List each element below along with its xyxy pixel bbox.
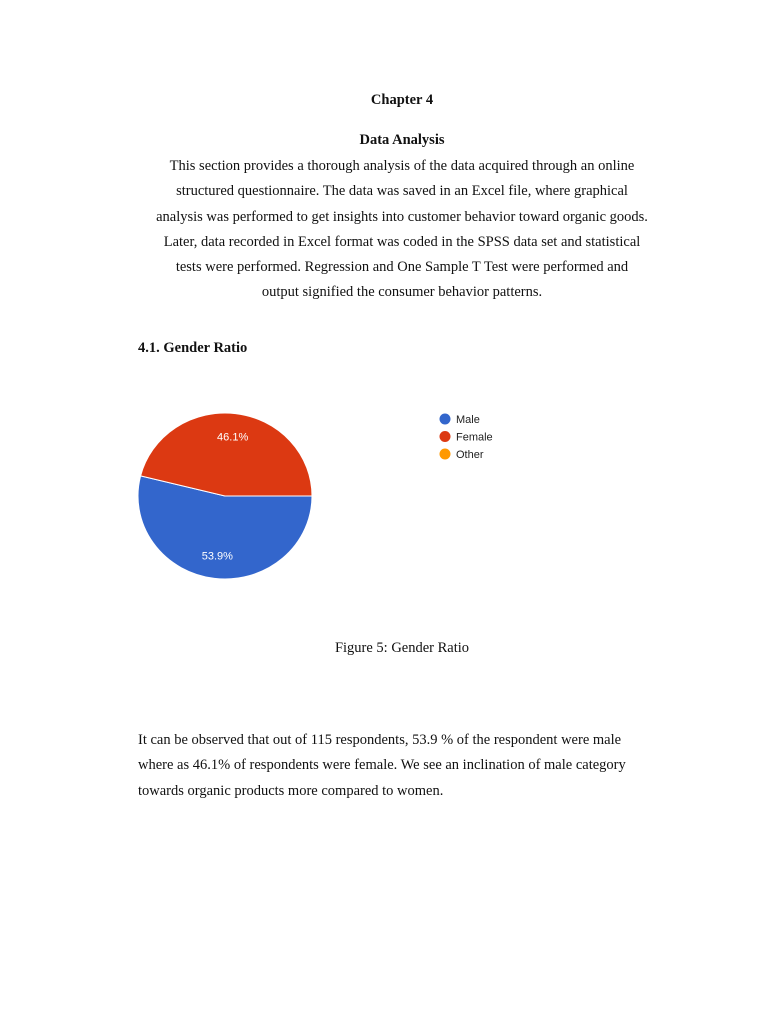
figure-caption: Figure 5: Gender Ratio: [334, 640, 470, 656]
pie-label-male: 53.9%: [201, 550, 233, 563]
legend-label-male: Male: [456, 414, 480, 426]
pie-label-female: 46.1%: [217, 431, 249, 444]
intro-line: This section provides a thorough analysis of the data acquired through an online: [169, 158, 635, 174]
pie-legend: [440, 414, 493, 462]
body-paragraph: [138, 728, 668, 804]
chapter-heading: Chapter 4: [370, 92, 434, 108]
intro-paragraph: [138, 154, 666, 306]
intro-line: tests were performed. Regression and One Sample T Test were performed and: [175, 259, 629, 276]
body-line: towards organic products more compared to women.: [138, 782, 444, 799]
pie-chart-svg: [128, 398, 528, 598]
legend-marker-male: [440, 414, 451, 425]
intro-line: output signified the consumer behavior patterns.: [261, 284, 543, 301]
legend-marker-other: [440, 449, 451, 460]
body-line: where as 46.1% of respondents were female. We see an inclination of male category: [138, 757, 626, 774]
intro-line: structured questionnaire. The data was saved in an Excel file, where graphical: [176, 183, 628, 200]
legend-label-other: Other: [456, 449, 484, 461]
legend-marker-female: [440, 431, 451, 442]
intro-line: Later, data recorded in Excel format was coded in the SPSS data set and statistical: [163, 233, 641, 250]
section-title: Data Analysis: [359, 132, 445, 148]
subsection-heading: 4.1. Gender Ratio: [138, 340, 248, 356]
gender-pie-chart: [128, 398, 528, 598]
body-line: It can be observed that out of 115 respondents, 53.9 % of the respondent were male: [138, 732, 622, 748]
intro-line: analysis was performed to get insights into customer behavior toward organic goods.: [156, 208, 648, 225]
legend-label-female: Female: [456, 431, 493, 444]
